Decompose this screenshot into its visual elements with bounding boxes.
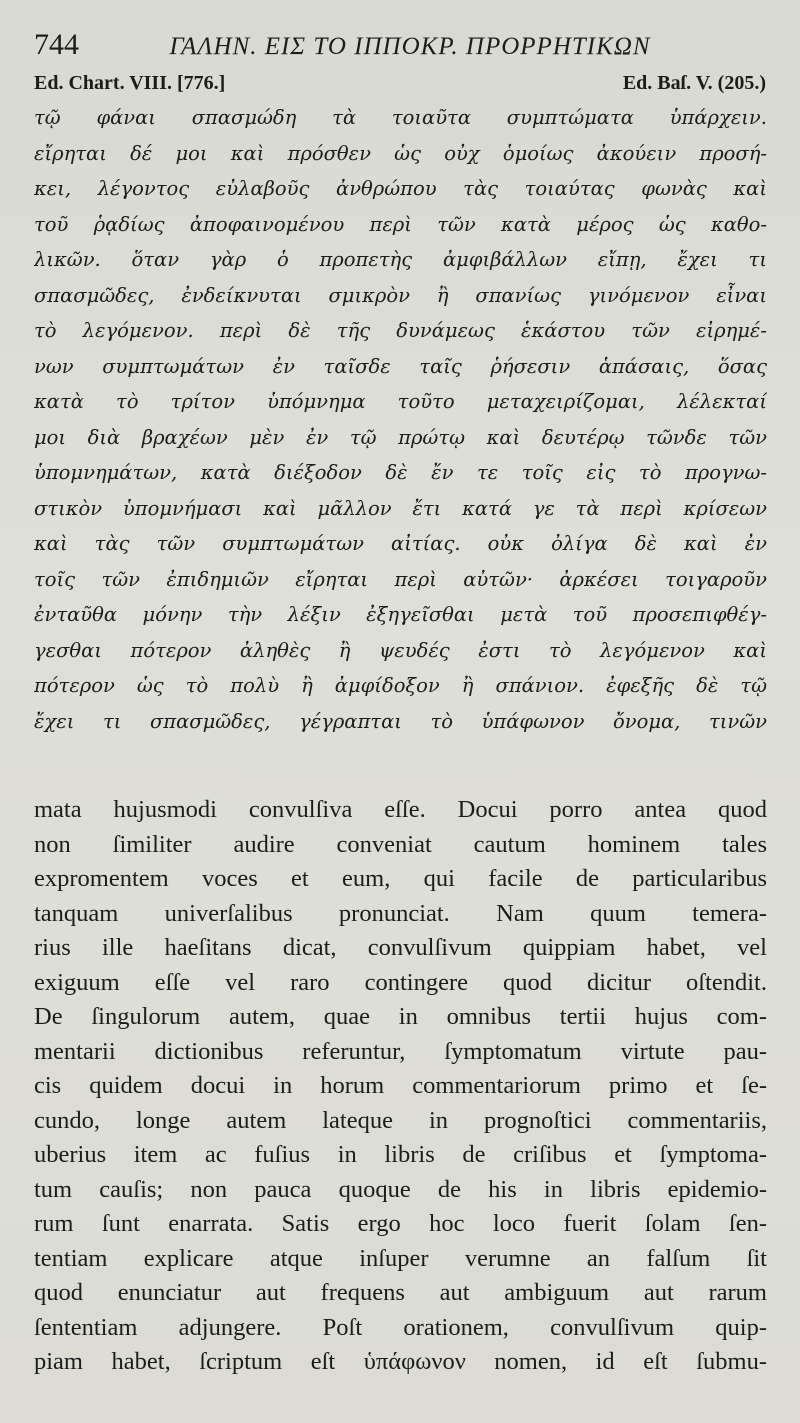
greek-text-block	[34, 100, 767, 739]
latin-text-line: cis quidem docui in horum commentariorum primo et ſe-	[34, 1072, 767, 1099]
greek-text-line: τῷ φάναι σπασμώδη τὰ τοιαῦτα συμπτώματα ὑπάρχειν.	[34, 106, 767, 129]
edition-reference-right: Ed. Baſ. V. (205.)	[622, 72, 766, 94]
greek-text-line: ἔχει τι σπασμῶδες, γέγραπται τὸ ὑπάφωνον ὄνομα, τινῶν	[34, 709, 767, 733]
greek-text-line: εἴρηται δέ μοι καὶ πρόσθεν ὡς οὐχ ὁμοίως ἀκούειν προσή-	[34, 141, 767, 165]
latin-text-line: cundo, longe autem lateque in prognoſtici commentariis,	[34, 1106, 767, 1134]
greek-text-line: νων συμπτωμάτων ἐν ταῖσδε ταῖς ῥήσεσιν ἁπάσαις, ὅσας	[34, 354, 767, 378]
latin-text-line: rius ille haeſitans dicat, convulſivum quippiam habet, vel	[34, 934, 767, 961]
greek-text-line: ὑπομνημάτων, κατὰ διέξοδον δὲ ἔν τε τοῖς εἰς τὸ προγνω-	[34, 461, 767, 484]
latin-text-line: mata hujusmodi convulſiva eſſe. Docui porro antea quod	[34, 796, 767, 823]
greek-text-line: μοι διὰ βραχέων μὲν ἐν τῷ πρώτῳ καὶ δευτέρῳ τῶνδε τῶν	[34, 425, 767, 449]
greek-text-line: κατὰ τὸ τρίτον ὑπόμνημα τοῦτο μεταχειρίζομαι, λέλεκταί	[34, 390, 767, 413]
page-number: 744	[34, 28, 79, 61]
greek-text-line: γεσθαι πότερον ἀληθὲς ἢ ψευδές ἐστι τὸ λεγόμενον καὶ	[34, 638, 767, 662]
latin-text-line: uberius item ac fuſius in libris de criſibus et ſymptoma-	[34, 1141, 767, 1168]
greek-text-line: κει, λέγοντος εὐλαβοῦς ἀνθρώπου τὰς τοιαύτας φωνὰς καὶ	[34, 177, 767, 200]
latin-text-line: piam habet, ſcriptum eſt ὑπάφωνον nomen, id eſt ſubmu-	[34, 1348, 767, 1375]
latin-text-line: expromentem voces et eum, qui facile de particularibus	[34, 865, 767, 892]
latin-text-line: tanquam univerſalibus pronunciat. Nam quum temera-	[34, 899, 767, 927]
greek-text-line: ἐνταῦθα μόνην τὴν λέξιν ἐξηγεῖσθαι μετὰ τοῦ προσεπιφθέγ-	[34, 603, 767, 626]
greek-text-line: λικῶν. ὅταν γὰρ ὁ προπετὴς ἀμφιβάλλων εἴπῃ, ἔχει τι	[34, 248, 767, 271]
latin-text-line: ſententiam adjungere. Poſt orationem, convulſivum quip-	[34, 1313, 767, 1341]
latin-text-line: rum ſunt enarrata. Satis ergo hoc loco fuerit ſolam ſen-	[34, 1210, 767, 1237]
latin-text-line: mentarii dictionibus referuntur, ſymptomatum virtute pau-	[34, 1037, 767, 1065]
greek-text-line: στικὸν ὑπομνήμασι καὶ μᾶλλον ἔτι κατά γε τὰ περὶ κρίσεων	[34, 496, 767, 520]
latin-text-block	[34, 793, 767, 1380]
latin-text-line: De ſingulorum autem, quae in omnibus tertii hujus com-	[34, 1003, 767, 1030]
running-title: ΓΑΛΗΝ. ΕΙΣ ΤΟ ΙΠΠΟΚΡ. ΠΡΟΡΡΗΤΙΚΩΝ	[169, 33, 651, 60]
greek-text-line: σπασμῶδες, ἐνδείκνυται σμικρὸν ἢ σπανίως γινόμενον εἶναι	[34, 283, 767, 307]
edition-reference-line	[34, 72, 766, 95]
greek-text-line: καὶ τὰς τῶν συμπτωμάτων αἰτίας. οὐκ ὀλίγα δὲ καὶ ἐν	[34, 532, 767, 555]
latin-text-line: tentiam explicare atque inſuper verumne an falſum ſit	[34, 1244, 767, 1272]
latin-text-line: quod enunciatur aut frequens aut ambiguum aut rarum	[34, 1279, 767, 1306]
greek-text-line: πότερον ὡς τὸ πολὺ ἢ ἀμφίδοξον ἢ σπάνιον. ἐφεξῆς δὲ τῷ	[34, 674, 767, 697]
latin-text-line: tum cauſis; non pauca quoque de his in libris epidemio-	[34, 1175, 767, 1203]
greek-text-line: τὸ λεγόμενον. περὶ δὲ τῆς δυνάμεως ἑκάστου τῶν εἰρημέ-	[34, 319, 767, 342]
greek-text-line: τοῦ ῥᾳδίως ἀποφαινομένου περὶ τῶν κατὰ μέρος ὡς καθο-	[34, 212, 767, 236]
latin-text-line: non ſimiliter audire conveniat cautum hominem tales	[34, 830, 767, 858]
greek-text-line: τοῖς τῶν ἐπιδημιῶν εἴρηται περὶ αὐτῶν· ἀρκέσει τοιγαροῦν	[34, 567, 767, 591]
running-head	[34, 28, 766, 62]
latin-text-line: exiguum eſſe vel raro contingere quod dicitur oſtendit.	[34, 968, 767, 996]
edition-reference-left: Ed. Chart. VIII. [776.]	[34, 72, 226, 94]
